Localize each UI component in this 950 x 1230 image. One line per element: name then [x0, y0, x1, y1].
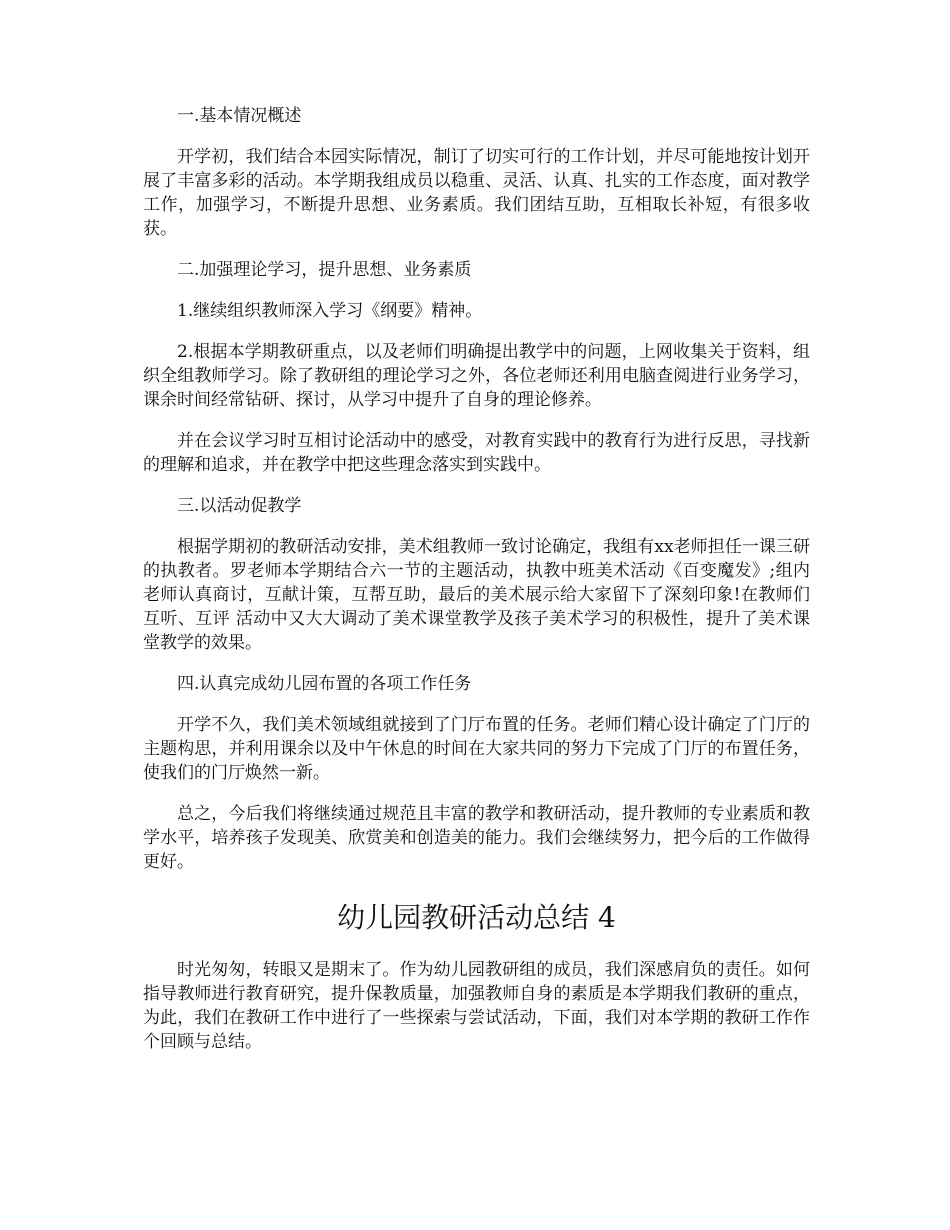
paragraph-basic-overview: 开学初，我们结合本园实际情况，制订了切实可行的工作计划，并尽可能地按计划开展了丰富多彩的活动。本学期我组成员以稳重、灵活、认真、扎实的工作态度，面对教学工作，加强学习，不断提升思想、业务素质。我们团结互助，互相取长补短，有很多收获。 [143, 147, 810, 239]
section-heading-theory-study: 二.加强理论学习，提升思想、业务素质 [177, 260, 472, 280]
section-heading-activities: 三.以活动促教学 [177, 496, 302, 516]
paragraph-intro: 时光匆匆，转眼又是期末了。作为幼儿园教研组的成员，我们深感肩负的责任。如何指导教师进行教育研究，提升保教质量，加强教师自身的素质是本学期我们教研的重点，为此，我们在教研工作中进行了一些探索与尝试活动，下面，我们对本学期的教研工作作个回顾与总结。 [143, 960, 810, 1052]
paragraph-study-materials: 2.根据本学期教研重点，以及老师们明确提出教学中的问题，上网收集关于资料，组织全组教师学习。除了教研组的理论学习之外，各位老师还利用电脑查阅进行业务学习，课余时间经常钻研、探讨，从学习中提升了自身的理论修养。 [143, 342, 810, 410]
document-page [143, 104, 810, 1071]
paragraph-activities: 根据学期初的教研活动安排，美术组教师一致讨论确定，我组有xx老师担任一课三研 的执教者。罗老师本学期结合六一节的主题活动，执教中班美术活动《百变魔发》;组内老师认真商讨，互献计策，互帮互助，最后的美术展示给大家留下了深刻印象!在教师们 互听、互评 活动中又大大调动了美术课堂教学及孩子美术学习的积极性，提升了美术课堂教学的效果。 [143, 537, 810, 653]
paragraph-study-outline: 1.继续组织教师深入学习《纲要》精神。 [177, 301, 483, 321]
section-heading-tasks: 四.认真完成幼儿园布置的各项工作任务 [177, 674, 472, 694]
paragraph-conclusion: 总之，今后我们将继续通过规范且丰富的教学和教研活动，提升教师的专业素质和教学水平，培养孩子发现美、欣赏美和创造美的能力。我们会继续努力，把今后的工作做得更好。 [143, 804, 810, 872]
document-title: 幼儿园教研活动总结 4 [337, 901, 616, 934]
paragraph-lobby-task: 开学不久，我们美术领域组就接到了门厅布置的任务。老师们精心设计确定了门厅的主题构思，并利用课余以及中午休息的时间在大家共同的努力下完成了门厅的布置任务，使我们的门厅焕然一新。 [143, 715, 810, 783]
paragraph-reflection: 并在会议学习时互相讨论活动中的感受，对教育实践中的教育行为进行反思，寻找新的理解和追求，并在教学中把这些理念落实到实践中。 [143, 431, 810, 475]
section-heading-basic-overview: 一.基本情况概述 [177, 106, 302, 126]
